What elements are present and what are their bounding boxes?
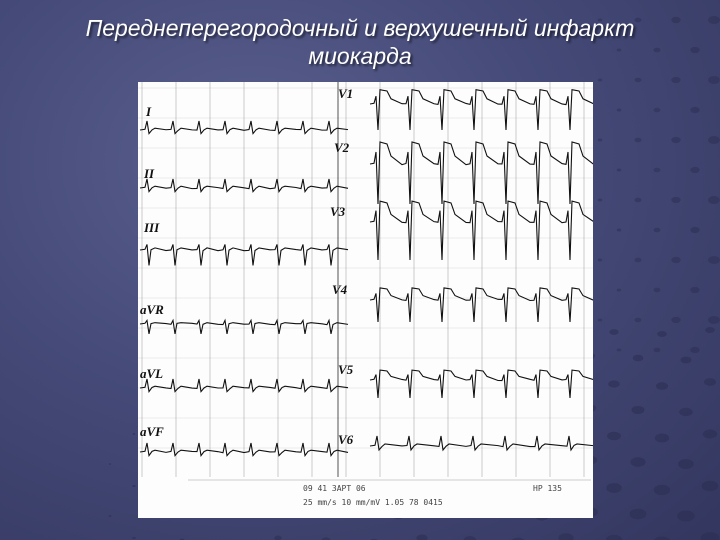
lead-label-aVF: aVF bbox=[140, 424, 164, 439]
lead-label-V1: V1 bbox=[338, 86, 354, 101]
title-line-1: Переднеперегородочный и верхушечный инфаркт bbox=[85, 15, 635, 41]
ecg-footer-line-1: 09 41 ЗАРТ 06 bbox=[303, 484, 366, 493]
lead-label-V5: V5 bbox=[338, 362, 354, 377]
lead-label-II: II bbox=[144, 166, 155, 181]
lead-label-V3: V3 bbox=[330, 204, 346, 219]
slide-title bbox=[40, 14, 680, 70]
ecg-traces bbox=[138, 82, 593, 518]
lead-label-V2: V2 bbox=[334, 140, 350, 155]
ecg-footer-line-1-right: НР 135 bbox=[533, 484, 562, 493]
lead-label-V6: V6 bbox=[338, 432, 354, 447]
ecg-footer-line-2: 25 mm/s 10 mm/mV 1.05 78 0415 bbox=[303, 498, 443, 507]
lead-label-I: I bbox=[146, 104, 152, 119]
title-line-2: миокарда bbox=[308, 43, 412, 69]
lead-label-III: III bbox=[144, 220, 160, 235]
lead-label-aVR: aVR bbox=[140, 302, 164, 317]
ecg-image bbox=[138, 82, 593, 518]
lead-label-aVL: aVL bbox=[140, 366, 164, 381]
lead-label-V4: V4 bbox=[332, 282, 348, 297]
